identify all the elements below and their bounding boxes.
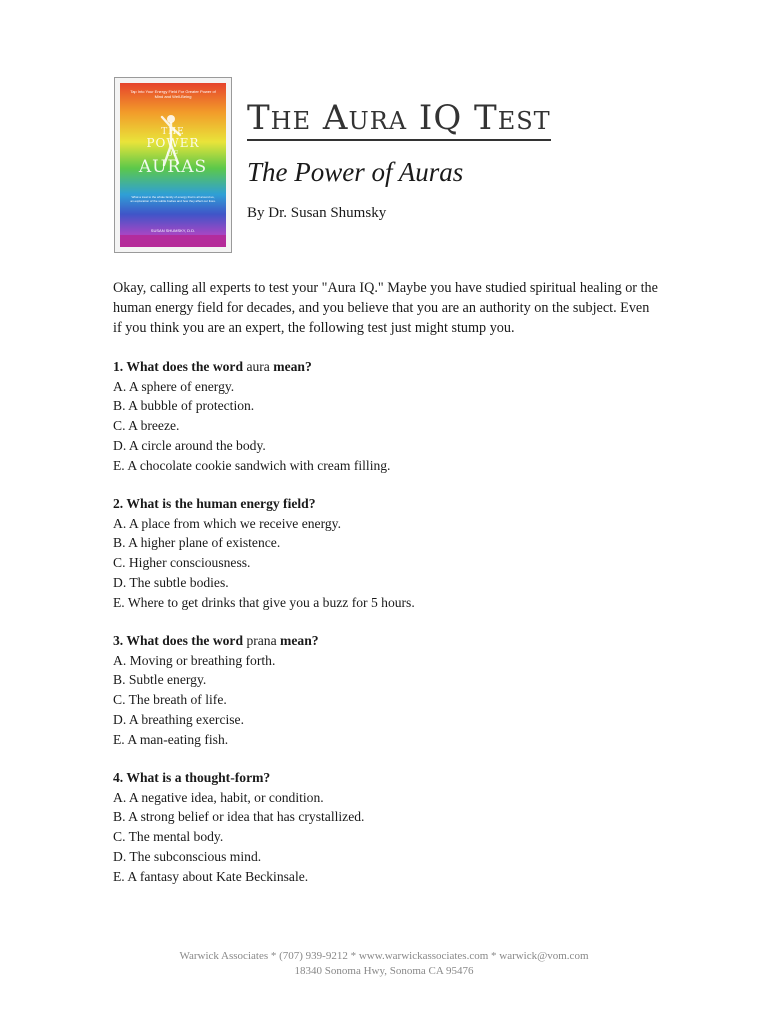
book-cover-art: [120, 83, 226, 247]
question-heading: [113, 768, 658, 788]
answer-option: B. A strong belief or idea that has crystallized.: [113, 809, 365, 825]
cover-title: [120, 127, 226, 176]
question-suffix: mean?: [276, 633, 319, 648]
question-prefix: 2. What is the human energy field?: [113, 496, 316, 511]
question-1: [113, 357, 658, 475]
answer-option: C. The mental body.: [113, 829, 224, 845]
footer-contact-line: Warwick Associates * (707) 939-9212 * www.warwickassociates.com * warwick@vom.com: [179, 950, 589, 962]
page-subtitle: The Power of Auras: [247, 157, 464, 187]
author-byline: By Dr. Susan Shumsky: [247, 205, 387, 221]
question-4: [113, 768, 658, 886]
cover-title-line: POWER: [146, 136, 200, 150]
intro-paragraph: Okay, calling all experts to test your "Aura IQ." Maybe you have studied spiritual healing or the human energy field for decades, and you believe that you are an authority on the subject. Even if you think you are an expert, the following test just might stump you.: [113, 280, 658, 336]
question-heading: [113, 357, 658, 377]
answer-option: C. Higher consciousness.: [113, 555, 251, 571]
answer-option: D. The subtle bodies.: [113, 574, 229, 590]
question-term: prana: [246, 633, 277, 648]
answer-option: E. A fantasy about Kate Beckinsale.: [113, 868, 309, 884]
answer-option: B. A bubble of protection.: [113, 398, 255, 414]
question-suffix: mean?: [269, 359, 312, 374]
cover-blurb: What a treat to the whole family of energy that is all around us, an exploration of the subtle bodies and how they affect our lives.: [130, 195, 216, 203]
footer-address-line: 18340 Sonoma Hwy, Sonoma CA 95476: [294, 965, 474, 977]
answer-option: B. Subtle energy.: [113, 672, 207, 688]
answer-option: C. A breeze.: [113, 418, 180, 434]
answer-option: D. A breathing exercise.: [113, 711, 244, 727]
question-heading: [113, 494, 658, 514]
question-3: [113, 631, 658, 749]
cover-band: [120, 235, 226, 247]
cover-author: SUSAN SHUMSKY, D.D.: [150, 228, 196, 233]
page-title: The Aura IQ Test: [247, 97, 551, 141]
answer-option: A. A place from which we receive energy.: [113, 515, 341, 531]
cover-title-line: THE: [161, 127, 185, 137]
question-prefix: 4. What is a thought-form?: [113, 770, 271, 785]
question-prefix: 3. What does the word: [113, 633, 247, 648]
answer-option: E. A chocolate cookie sandwich with cream filling.: [113, 457, 391, 473]
answer-option: E. A man-eating fish.: [113, 731, 229, 747]
cover-tagline: Tap Into Your Energy Field For Greater Power of Mind and Well-Being: [130, 89, 216, 99]
answer-option: D. A circle around the body.: [113, 437, 266, 453]
answer-option: B. A higher plane of existence.: [113, 535, 281, 551]
answer-option: A. A sphere of energy.: [113, 378, 235, 394]
answer-option: C. The breath of life.: [113, 692, 227, 708]
question-prefix: 1. What does the word: [113, 359, 247, 374]
page-footer: [0, 949, 768, 979]
answer-option: D. The subconscious mind.: [113, 848, 262, 864]
question-term: aura: [246, 359, 270, 374]
question-2: [113, 494, 658, 612]
answer-option: E. Where to get drinks that give you a buzz for 5 hours.: [113, 594, 415, 610]
answer-option: A. A negative idea, habit, or condition.: [113, 789, 324, 805]
book-cover-image: [114, 77, 232, 253]
cover-title-line: AURAS: [138, 157, 208, 177]
cover-title-line: OF: [166, 150, 180, 158]
answer-option: A. Moving or breathing forth.: [113, 652, 276, 668]
question-heading: [113, 631, 658, 651]
